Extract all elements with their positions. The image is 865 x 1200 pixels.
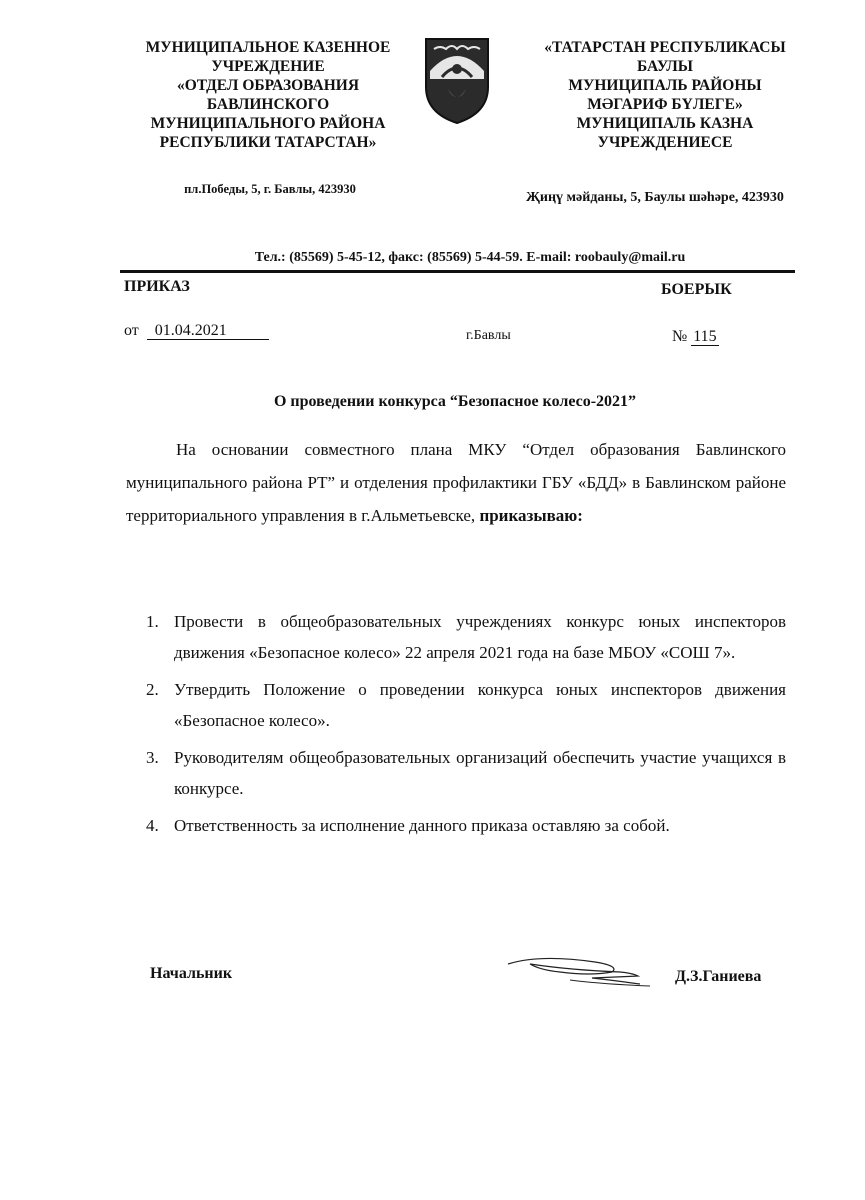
item-number: 2. (146, 680, 159, 699)
item-text: Руководителям общеобразовательных организаций обеспечить участие учащихся в конкурсе. (174, 748, 786, 798)
left-org-name (118, 38, 418, 152)
handwritten-signature-icon (500, 950, 660, 1000)
right-org-line: «ТАТАРСТАН РЕСПУБЛИКАСЫ (544, 39, 786, 56)
item-number: 3. (146, 748, 159, 767)
coat-of-arms-icon (420, 33, 494, 125)
list-item (146, 674, 786, 736)
order-label-ru: ПРИКАЗ (124, 278, 190, 295)
left-org-line: МУНИЦИПАЛЬНОЕ КАЗЕННОЕ (145, 39, 391, 56)
order-date (124, 322, 269, 340)
left-org-line: РЕСПУБЛИКИ ТАТАРСТАН» (159, 134, 377, 151)
right-org-line: МУНИЦИПАЛЬ РАЙОНЫ (568, 77, 762, 94)
order-city: г.Бавлы (466, 328, 511, 343)
contacts-line: Тел.: (85569) 5-45-12, факс: (85569) 5-44-59. E-mail: roobauly@mail.ru (254, 250, 686, 265)
number-label: № (672, 328, 688, 345)
signatory-position: Начальник (150, 965, 233, 982)
header-divider (120, 270, 795, 273)
right-org-line: МУНИЦИПАЛЬ КАЗНА (576, 115, 754, 132)
left-org-line: УЧРЕЖДЕНИЕ (211, 58, 325, 75)
order-label-tt: БОЕРЫК (661, 281, 732, 298)
preamble-keyword: приказываю: (479, 506, 583, 525)
left-address: пл.Победы, 5, г. Бавлы, 423930 (184, 182, 356, 196)
right-org-line: БАУЛЫ (637, 58, 693, 75)
date-value: 01.04.2021 (147, 323, 269, 340)
number-value: 115 (693, 328, 717, 345)
left-org-line: «ОТДЕЛ ОБРАЗОВАНИЯ (176, 77, 360, 94)
left-org-line: БАВЛИНСКОГО (206, 96, 330, 113)
order-items (146, 606, 786, 847)
item-text: Ответственность за исполнение данного приказа оставляю за собой. (174, 816, 670, 835)
right-org-line: МӘГАРИФ БҮЛЕГЕ» (587, 96, 743, 113)
left-org-line: МУНИЦИПАЛЬНОГО РАЙОНА (150, 115, 386, 132)
list-item (146, 810, 786, 841)
list-item (146, 742, 786, 804)
right-org-name (520, 38, 810, 152)
order-number (672, 328, 719, 346)
list-item (146, 606, 786, 668)
signatory-name: Д.З.Ганиева (675, 968, 762, 985)
right-org-line: УЧРЕЖДЕНИЕСЕ (597, 134, 733, 151)
document-title: О проведении конкурса “Безопасное колесо-2021” (273, 393, 637, 410)
preamble-text: На основании совместного плана МКУ “Отдел образования Бавлинского муниципального района РТ” и отделения профилактики ГБУ «БДД» в Бавлинском районе территориального управления в г.Альметьевске, (126, 440, 786, 525)
item-number: 4. (146, 816, 159, 835)
item-number: 1. (146, 612, 159, 631)
date-label: от (124, 322, 139, 339)
item-text: Провести в общеобразовательных учреждениях конкурс юных инспекторов движения «Безопасное колесо» 22 апреля 2021 года на базе МБОУ «СОШ 7». (174, 612, 786, 662)
item-text: Утвердить Положение о проведении конкурса юных инспекторов движения «Безопасное колесо». (174, 680, 786, 730)
preamble (126, 433, 786, 532)
right-address: Җиңү мәйданы, 5, Баулы шәһәре, 423930 (526, 190, 784, 205)
